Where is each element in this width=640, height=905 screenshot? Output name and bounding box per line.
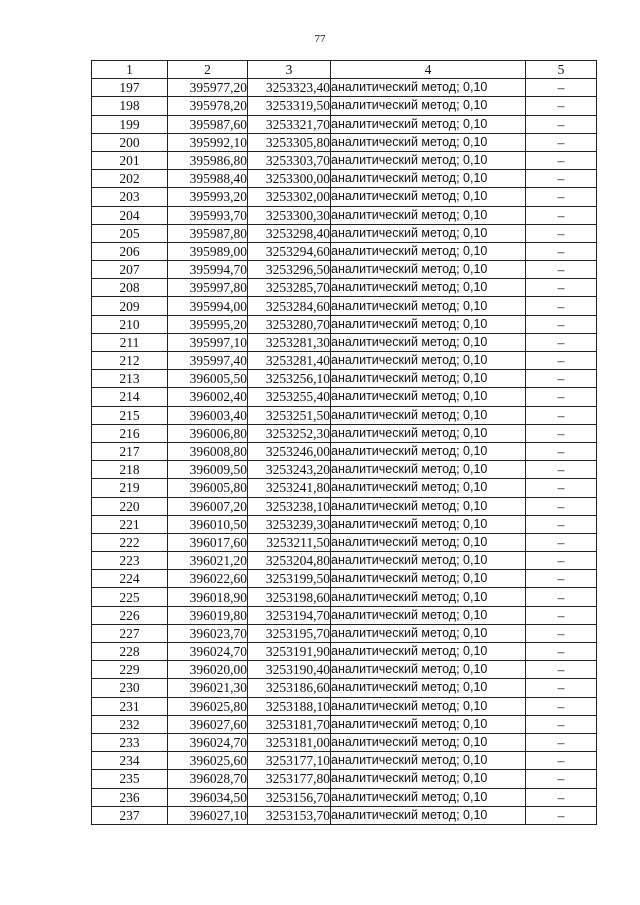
x-coordinate-cell: 396025,60 [168, 752, 248, 770]
x-coordinate-cell: 396024,70 [168, 643, 248, 661]
coordinates-table [91, 60, 597, 825]
x-coordinate-cell: 395997,80 [168, 279, 248, 297]
note-cell: – [526, 206, 597, 224]
point-number-cell: 230 [92, 679, 168, 697]
y-coordinate-cell: 3253281,30 [248, 333, 331, 351]
method-accuracy-cell: аналитический метод; 0,10 [331, 188, 526, 206]
method-accuracy-cell: аналитический метод; 0,10 [331, 515, 526, 533]
note-cell: – [526, 151, 597, 169]
note-cell: – [526, 224, 597, 242]
note-cell: – [526, 188, 597, 206]
point-number-cell: 233 [92, 733, 168, 751]
x-coordinate-cell: 396009,50 [168, 461, 248, 479]
method-accuracy-cell: аналитический метод; 0,10 [331, 224, 526, 242]
y-coordinate-cell: 3253305,80 [248, 133, 331, 151]
x-coordinate-cell: 396019,80 [168, 606, 248, 624]
method-accuracy-cell: аналитический метод; 0,10 [331, 697, 526, 715]
point-number-cell: 199 [92, 115, 168, 133]
point-number-cell: 211 [92, 333, 168, 351]
table-row [92, 115, 597, 133]
table-row [92, 715, 597, 733]
y-coordinate-cell: 3253153,70 [248, 806, 331, 824]
y-coordinate-cell: 3253181,70 [248, 715, 331, 733]
y-coordinate-cell: 3253298,40 [248, 224, 331, 242]
method-accuracy-cell: аналитический метод; 0,10 [331, 606, 526, 624]
y-coordinate-cell: 3253239,30 [248, 515, 331, 533]
header-col-2: 2 [168, 61, 248, 79]
point-number-cell: 212 [92, 352, 168, 370]
table-row [92, 279, 597, 297]
point-number-cell: 215 [92, 406, 168, 424]
table-row [92, 297, 597, 315]
table-row [92, 661, 597, 679]
table-row [92, 624, 597, 642]
method-accuracy-cell: аналитический метод; 0,10 [331, 352, 526, 370]
y-coordinate-cell: 3253281,40 [248, 352, 331, 370]
note-cell: – [526, 806, 597, 824]
note-cell: – [526, 624, 597, 642]
note-cell: – [526, 515, 597, 533]
point-number-cell: 198 [92, 97, 168, 115]
table-row [92, 352, 597, 370]
point-number-cell: 234 [92, 752, 168, 770]
x-coordinate-cell: 396023,70 [168, 624, 248, 642]
point-number-cell: 228 [92, 643, 168, 661]
method-accuracy-cell: аналитический метод; 0,10 [331, 333, 526, 351]
table-row [92, 170, 597, 188]
point-number-cell: 209 [92, 297, 168, 315]
point-number-cell: 210 [92, 315, 168, 333]
point-number-cell: 237 [92, 806, 168, 824]
note-cell: – [526, 770, 597, 788]
table-row [92, 643, 597, 661]
note-cell: – [526, 79, 597, 97]
y-coordinate-cell: 3253294,60 [248, 242, 331, 260]
point-number-cell: 208 [92, 279, 168, 297]
x-coordinate-cell: 396010,50 [168, 515, 248, 533]
method-accuracy-cell: аналитический метод; 0,10 [331, 624, 526, 642]
y-coordinate-cell: 3253181,00 [248, 733, 331, 751]
method-accuracy-cell: аналитический метод; 0,10 [331, 115, 526, 133]
note-cell: – [526, 133, 597, 151]
y-coordinate-cell: 3253198,60 [248, 588, 331, 606]
note-cell: – [526, 279, 597, 297]
note-cell: – [526, 442, 597, 460]
x-coordinate-cell: 395997,10 [168, 333, 248, 351]
note-cell: – [526, 788, 597, 806]
note-cell: – [526, 752, 597, 770]
note-cell: – [526, 643, 597, 661]
point-number-cell: 197 [92, 79, 168, 97]
table-row [92, 697, 597, 715]
x-coordinate-cell: 396005,50 [168, 370, 248, 388]
point-number-cell: 235 [92, 770, 168, 788]
x-coordinate-cell: 396021,30 [168, 679, 248, 697]
method-accuracy-cell: аналитический метод; 0,10 [331, 461, 526, 479]
table-row [92, 442, 597, 460]
x-coordinate-cell: 395978,20 [168, 97, 248, 115]
point-number-cell: 202 [92, 170, 168, 188]
table-row [92, 806, 597, 824]
method-accuracy-cell: аналитический метод; 0,10 [331, 406, 526, 424]
header-col-5: 5 [526, 61, 597, 79]
table-row [92, 733, 597, 751]
y-coordinate-cell: 3253285,70 [248, 279, 331, 297]
table-row [92, 552, 597, 570]
method-accuracy-cell: аналитический метод; 0,10 [331, 588, 526, 606]
x-coordinate-cell: 395993,70 [168, 206, 248, 224]
method-accuracy-cell: аналитический метод; 0,10 [331, 679, 526, 697]
y-coordinate-cell: 3253238,10 [248, 497, 331, 515]
table-row [92, 315, 597, 333]
table-row [92, 679, 597, 697]
y-coordinate-cell: 3253243,20 [248, 461, 331, 479]
y-coordinate-cell: 3253191,90 [248, 643, 331, 661]
x-coordinate-cell: 396024,70 [168, 733, 248, 751]
x-coordinate-cell: 396008,80 [168, 442, 248, 460]
point-number-cell: 216 [92, 424, 168, 442]
y-coordinate-cell: 3253280,70 [248, 315, 331, 333]
method-accuracy-cell: аналитический метод; 0,10 [331, 770, 526, 788]
note-cell: – [526, 697, 597, 715]
method-accuracy-cell: аналитический метод; 0,10 [331, 570, 526, 588]
point-number-cell: 225 [92, 588, 168, 606]
method-accuracy-cell: аналитический метод; 0,10 [331, 151, 526, 169]
note-cell: – [526, 424, 597, 442]
method-accuracy-cell: аналитический метод; 0,10 [331, 806, 526, 824]
note-cell: – [526, 570, 597, 588]
table-row [92, 770, 597, 788]
table-row [92, 333, 597, 351]
note-cell: – [526, 533, 597, 551]
note-cell: – [526, 479, 597, 497]
y-coordinate-cell: 3253252,30 [248, 424, 331, 442]
x-coordinate-cell: 395993,20 [168, 188, 248, 206]
note-cell: – [526, 115, 597, 133]
note-cell: – [526, 388, 597, 406]
y-coordinate-cell: 3253321,70 [248, 115, 331, 133]
x-coordinate-cell: 395977,20 [168, 79, 248, 97]
method-accuracy-cell: аналитический метод; 0,10 [331, 533, 526, 551]
y-coordinate-cell: 3253246,00 [248, 442, 331, 460]
table-row [92, 479, 597, 497]
y-coordinate-cell: 3253284,60 [248, 297, 331, 315]
method-accuracy-cell: аналитический метод; 0,10 [331, 715, 526, 733]
point-number-cell: 204 [92, 206, 168, 224]
method-accuracy-cell: аналитический метод; 0,10 [331, 552, 526, 570]
y-coordinate-cell: 3253323,40 [248, 79, 331, 97]
note-cell: – [526, 297, 597, 315]
x-coordinate-cell: 396005,80 [168, 479, 248, 497]
header-col-1: 1 [92, 61, 168, 79]
y-coordinate-cell: 3253296,50 [248, 261, 331, 279]
point-number-cell: 203 [92, 188, 168, 206]
y-coordinate-cell: 3253255,40 [248, 388, 331, 406]
x-coordinate-cell: 396017,60 [168, 533, 248, 551]
point-number-cell: 214 [92, 388, 168, 406]
note-cell: – [526, 497, 597, 515]
point-number-cell: 218 [92, 461, 168, 479]
x-coordinate-cell: 395987,80 [168, 224, 248, 242]
table-row [92, 151, 597, 169]
table-row [92, 588, 597, 606]
table-header-row [92, 61, 597, 79]
x-coordinate-cell: 396006,80 [168, 424, 248, 442]
method-accuracy-cell: аналитический метод; 0,10 [331, 133, 526, 151]
x-coordinate-cell: 395986,80 [168, 151, 248, 169]
point-number-cell: 229 [92, 661, 168, 679]
point-number-cell: 205 [92, 224, 168, 242]
x-coordinate-cell: 396003,40 [168, 406, 248, 424]
table-row [92, 261, 597, 279]
point-number-cell: 224 [92, 570, 168, 588]
y-coordinate-cell: 3253188,10 [248, 697, 331, 715]
note-cell: – [526, 552, 597, 570]
y-coordinate-cell: 3253211,50 [248, 533, 331, 551]
table-body [92, 79, 597, 825]
table-row [92, 497, 597, 515]
point-number-cell: 223 [92, 552, 168, 570]
y-coordinate-cell: 3253186,60 [248, 679, 331, 697]
method-accuracy-cell: аналитический метод; 0,10 [331, 497, 526, 515]
note-cell: – [526, 406, 597, 424]
point-number-cell: 226 [92, 606, 168, 624]
table-row [92, 388, 597, 406]
table-row [92, 206, 597, 224]
method-accuracy-cell: аналитический метод; 0,10 [331, 261, 526, 279]
x-coordinate-cell: 396021,20 [168, 552, 248, 570]
table-row [92, 570, 597, 588]
x-coordinate-cell: 395994,00 [168, 297, 248, 315]
table-row [92, 370, 597, 388]
table-row [92, 515, 597, 533]
method-accuracy-cell: аналитический метод; 0,10 [331, 479, 526, 497]
point-number-cell: 201 [92, 151, 168, 169]
point-number-cell: 236 [92, 788, 168, 806]
method-accuracy-cell: аналитический метод; 0,10 [331, 170, 526, 188]
y-coordinate-cell: 3253300,30 [248, 206, 331, 224]
note-cell: – [526, 588, 597, 606]
x-coordinate-cell: 395987,60 [168, 115, 248, 133]
point-number-cell: 227 [92, 624, 168, 642]
header-col-4: 4 [331, 61, 526, 79]
note-cell: – [526, 333, 597, 351]
note-cell: – [526, 370, 597, 388]
table-row [92, 133, 597, 151]
point-number-cell: 217 [92, 442, 168, 460]
note-cell: – [526, 461, 597, 479]
note-cell: – [526, 242, 597, 260]
point-number-cell: 206 [92, 242, 168, 260]
point-number-cell: 231 [92, 697, 168, 715]
point-number-cell: 221 [92, 515, 168, 533]
method-accuracy-cell: аналитический метод; 0,10 [331, 370, 526, 388]
x-coordinate-cell: 395992,10 [168, 133, 248, 151]
x-coordinate-cell: 396018,90 [168, 588, 248, 606]
method-accuracy-cell: аналитический метод; 0,10 [331, 79, 526, 97]
point-number-cell: 232 [92, 715, 168, 733]
x-coordinate-cell: 395988,40 [168, 170, 248, 188]
method-accuracy-cell: аналитический метод; 0,10 [331, 442, 526, 460]
point-number-cell: 200 [92, 133, 168, 151]
note-cell: – [526, 170, 597, 188]
x-coordinate-cell: 396034,50 [168, 788, 248, 806]
y-coordinate-cell: 3253199,50 [248, 570, 331, 588]
note-cell: – [526, 315, 597, 333]
method-accuracy-cell: аналитический метод; 0,10 [331, 388, 526, 406]
y-coordinate-cell: 3253156,70 [248, 788, 331, 806]
method-accuracy-cell: аналитический метод; 0,10 [331, 97, 526, 115]
page-number: 77 [314, 33, 326, 45]
x-coordinate-cell: 395989,00 [168, 242, 248, 260]
point-number-cell: 219 [92, 479, 168, 497]
x-coordinate-cell: 396022,60 [168, 570, 248, 588]
method-accuracy-cell: аналитический метод; 0,10 [331, 752, 526, 770]
point-number-cell: 207 [92, 261, 168, 279]
y-coordinate-cell: 3253256,10 [248, 370, 331, 388]
method-accuracy-cell: аналитический метод; 0,10 [331, 279, 526, 297]
note-cell: – [526, 661, 597, 679]
x-coordinate-cell: 396027,10 [168, 806, 248, 824]
table-row [92, 79, 597, 97]
y-coordinate-cell: 3253190,40 [248, 661, 331, 679]
y-coordinate-cell: 3253177,80 [248, 770, 331, 788]
table-row [92, 188, 597, 206]
x-coordinate-cell: 396028,70 [168, 770, 248, 788]
method-accuracy-cell: аналитический метод; 0,10 [331, 424, 526, 442]
point-number-cell: 222 [92, 533, 168, 551]
y-coordinate-cell: 3253251,50 [248, 406, 331, 424]
table-row [92, 752, 597, 770]
note-cell: – [526, 606, 597, 624]
note-cell: – [526, 679, 597, 697]
table-row [92, 97, 597, 115]
table-row [92, 788, 597, 806]
method-accuracy-cell: аналитический метод; 0,10 [331, 643, 526, 661]
method-accuracy-cell: аналитический метод; 0,10 [331, 206, 526, 224]
method-accuracy-cell: аналитический метод; 0,10 [331, 297, 526, 315]
table-row [92, 406, 597, 424]
table-row [92, 533, 597, 551]
table-row [92, 224, 597, 242]
x-coordinate-cell: 396027,60 [168, 715, 248, 733]
table-row [92, 242, 597, 260]
method-accuracy-cell: аналитический метод; 0,10 [331, 733, 526, 751]
method-accuracy-cell: аналитический метод; 0,10 [331, 661, 526, 679]
x-coordinate-cell: 395994,70 [168, 261, 248, 279]
note-cell: – [526, 352, 597, 370]
y-coordinate-cell: 3253177,10 [248, 752, 331, 770]
x-coordinate-cell: 396002,40 [168, 388, 248, 406]
table-row [92, 424, 597, 442]
method-accuracy-cell: аналитический метод; 0,10 [331, 315, 526, 333]
y-coordinate-cell: 3253300,00 [248, 170, 331, 188]
x-coordinate-cell: 395995,20 [168, 315, 248, 333]
note-cell: – [526, 97, 597, 115]
point-number-cell: 220 [92, 497, 168, 515]
table-row [92, 606, 597, 624]
y-coordinate-cell: 3253302,00 [248, 188, 331, 206]
y-coordinate-cell: 3253195,70 [248, 624, 331, 642]
x-coordinate-cell: 395997,40 [168, 352, 248, 370]
note-cell: – [526, 715, 597, 733]
y-coordinate-cell: 3253204,80 [248, 552, 331, 570]
method-accuracy-cell: аналитический метод; 0,10 [331, 242, 526, 260]
x-coordinate-cell: 396020,00 [168, 661, 248, 679]
note-cell: – [526, 733, 597, 751]
method-accuracy-cell: аналитический метод; 0,10 [331, 788, 526, 806]
x-coordinate-cell: 396025,80 [168, 697, 248, 715]
y-coordinate-cell: 3253303,70 [248, 151, 331, 169]
note-cell: – [526, 261, 597, 279]
x-coordinate-cell: 396007,20 [168, 497, 248, 515]
y-coordinate-cell: 3253194,70 [248, 606, 331, 624]
header-col-3: 3 [248, 61, 331, 79]
y-coordinate-cell: 3253241,80 [248, 479, 331, 497]
point-number-cell: 213 [92, 370, 168, 388]
table-row [92, 461, 597, 479]
y-coordinate-cell: 3253319,50 [248, 97, 331, 115]
